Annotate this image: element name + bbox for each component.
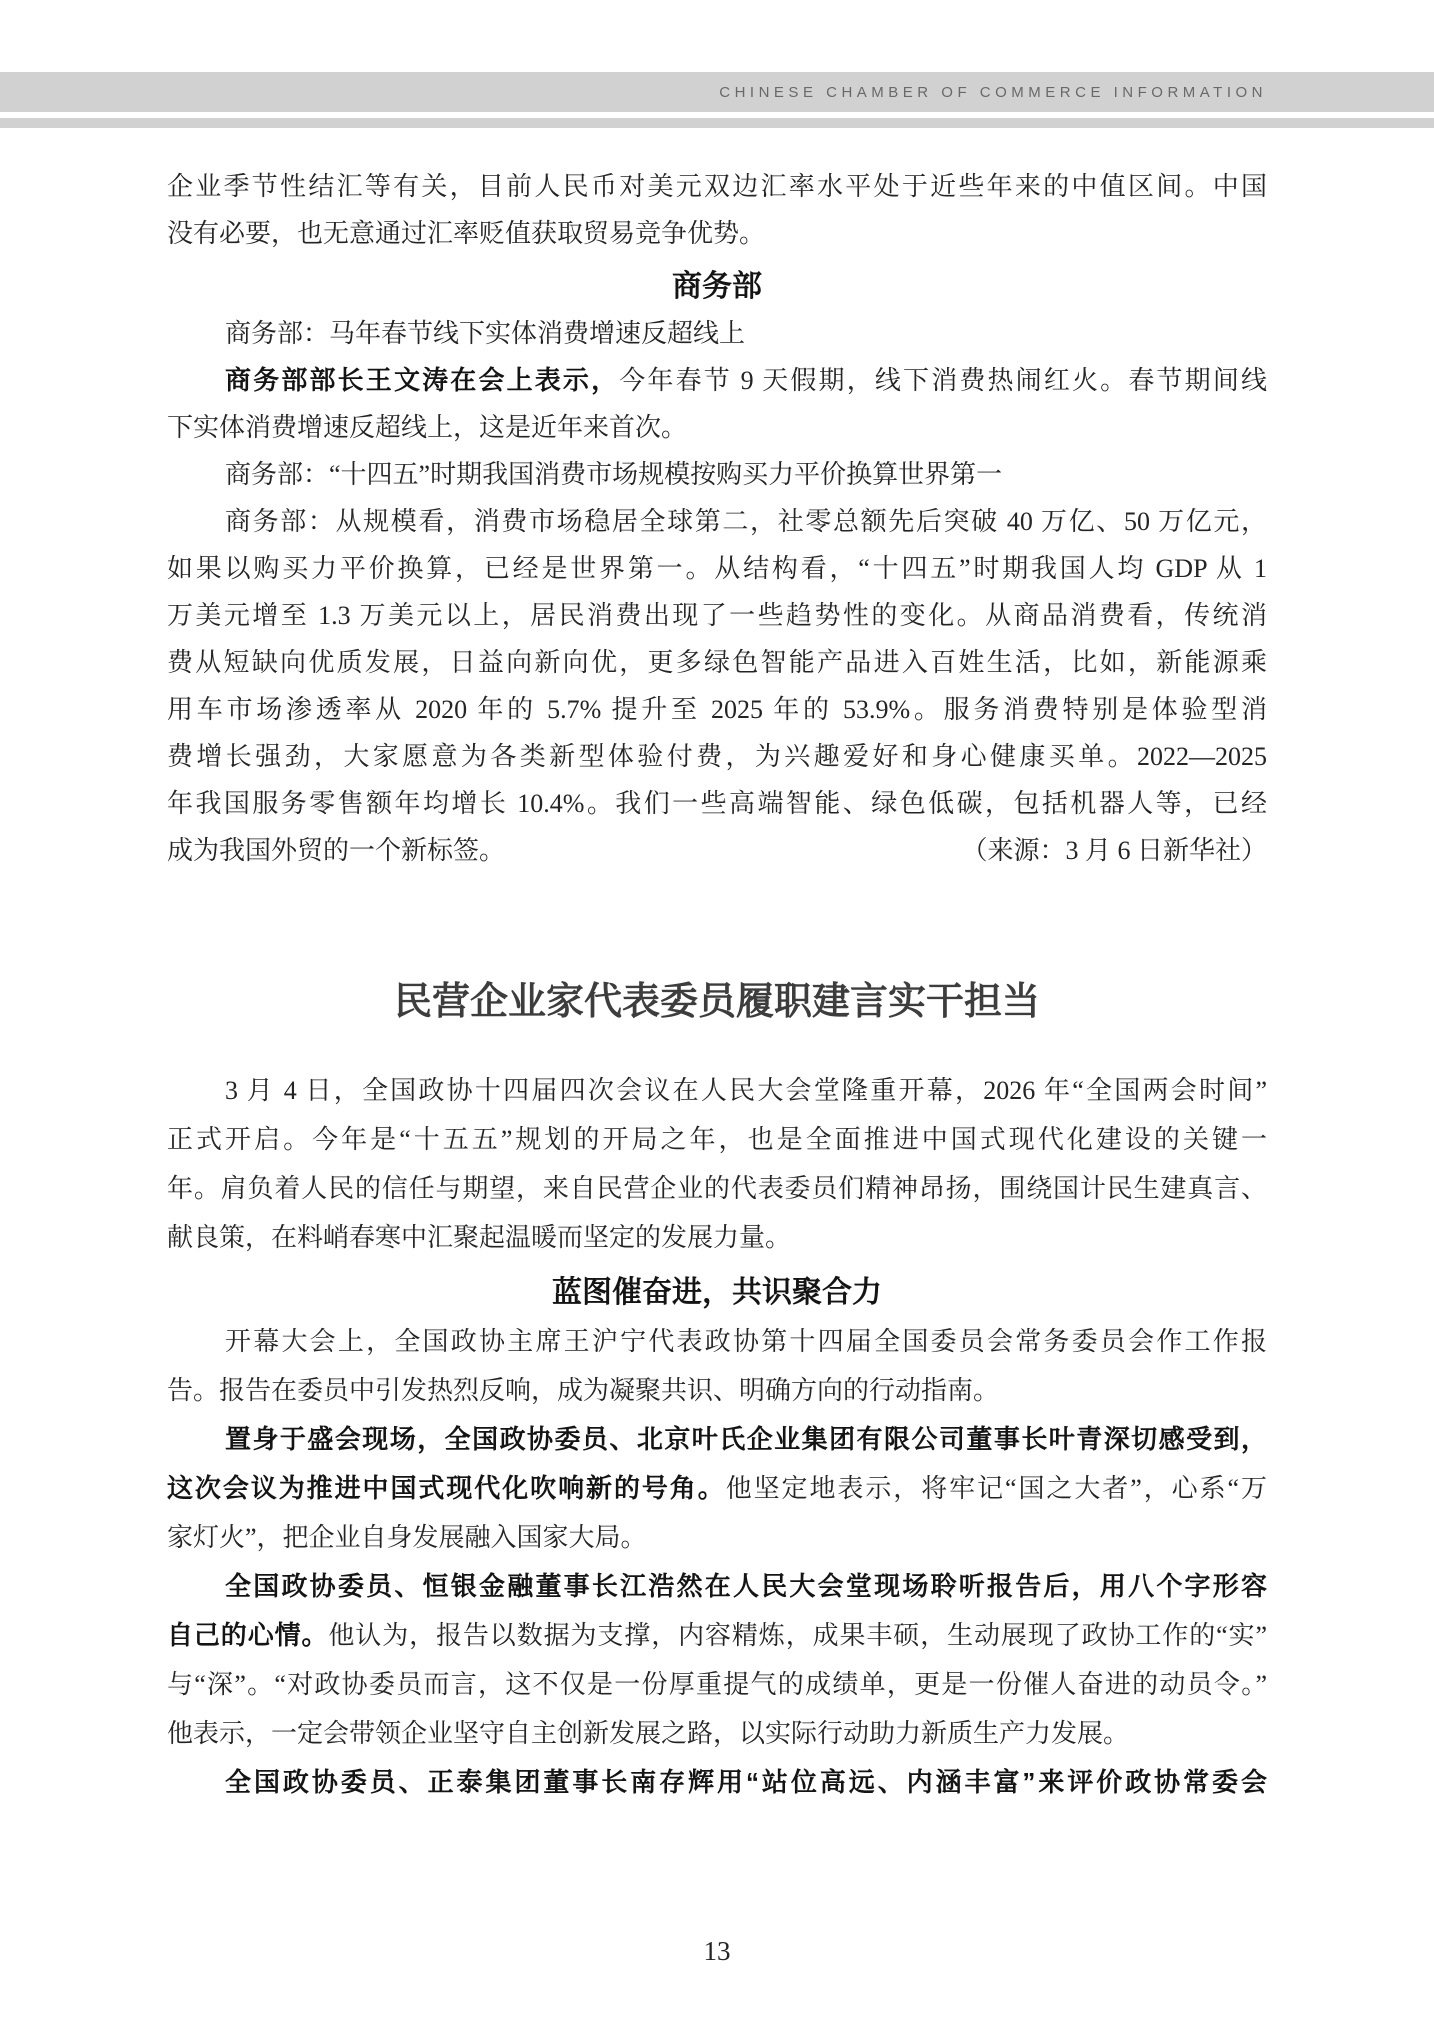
bold-text-segment: 商务部部长王文涛在会上表示， — [225, 365, 620, 395]
text-line — [167, 1066, 1267, 1115]
header-accent-band — [0, 118, 1434, 128]
text-segment: 他坚定地表示，将牢记“国之大者”，心系“万 — [725, 1474, 1267, 1503]
text-line — [167, 1513, 1267, 1562]
text-segment: 告。报告在委员中引发热烈反响，成为凝聚共识、明确方向的行动指南。 — [167, 1376, 1000, 1405]
text-line — [167, 780, 1267, 827]
text-line — [167, 1660, 1267, 1709]
text-segment: 今年春节 9 天假期，线下消费热闹红火。春节期间线 — [619, 366, 1267, 395]
bold-text-segment: 全国政协委员、正泰集团董事长南存辉用“站位高远、内涵丰富”来评价政协常委会 — [225, 1767, 1267, 1797]
text-segment: 献良策，在料峭春寒中汇聚起温暖而坚定的发展力量。 — [167, 1223, 792, 1252]
text-segment: 他表示，一定会带领企业坚守自主创新发展之路，以实际行动助力新质生产力发展。 — [167, 1719, 1130, 1748]
text-line — [167, 1709, 1267, 1758]
header-banner-text: CHINESE CHAMBER OF COMMERCE INFORMATION — [719, 84, 1267, 101]
page-content — [167, 163, 1267, 1807]
article-1 — [167, 163, 1267, 874]
text-segment: 如果以购买力平价换算，已经是世界第一。从结构看，“十四五”时期我国人均 GDP 从 1 — [167, 554, 1267, 583]
text-line — [167, 1415, 1267, 1464]
text-segment: 3 月 4 日，全国政协十四届四次会议在人民大会堂隆重开幕，2026 年“全国两会时间” — [225, 1076, 1267, 1105]
text-line — [167, 404, 1267, 451]
text-segment: 他认为，报告以数据为支撑，内容精炼，成果丰硕，生动展现了政协工作的“实” — [328, 1621, 1267, 1650]
section-heading — [167, 1268, 1267, 1317]
text-segment: 家灯火”，把企业自身发展融入国家大局。 — [167, 1523, 647, 1552]
text-segment: 没有必要，也无意通过汇率贬值获取贸易竞争优势。 — [167, 219, 766, 248]
bold-text-segment: 商务部 — [672, 270, 762, 303]
text-line — [167, 1164, 1267, 1213]
article-2-title: 民营企业家代表委员履职建言实干担当 — [393, 981, 1040, 1023]
page-number: 13 — [703, 1936, 731, 1966]
text-segment: 万美元增至 1.3 万美元以上，居民消费出现了一些趋势性的变化。从商品消费看，传统消 — [167, 601, 1267, 630]
text-segment: 成为我国外贸的一个新标签。 — [167, 836, 506, 865]
text-line — [167, 310, 1267, 357]
text-line — [167, 357, 1267, 404]
text-line — [167, 210, 1267, 257]
text-segment: 费从短缺向优质发展，日益向新向优，更多绿色智能产品进入百姓生活，比如，新能源乘 — [167, 648, 1267, 677]
bold-text-segment: 自己的心情。 — [167, 1620, 329, 1650]
text-line — [167, 592, 1267, 639]
text-line — [167, 1115, 1267, 1164]
text-line — [167, 1758, 1267, 1807]
text-line — [167, 686, 1267, 733]
bold-text-segment: 这次会议为推进中国式现代化吹响新的号角。 — [167, 1473, 726, 1503]
text-line — [167, 1464, 1267, 1513]
text-segment: 开幕大会上，全国政协主席王沪宁代表政协第十四届全国委员会常务委员会作工作报 — [225, 1327, 1267, 1356]
text-segment: 与“深”。“对政协委员而言，这不仅是一份厚重提气的成绩单，更是一份催人奋进的动员令。” — [167, 1670, 1267, 1699]
source-credit: （来源：3 月 6 日新华社） — [961, 836, 1267, 865]
text-segment: 商务部：“十四五”时期我国消费市场规模按购买力平价换算世界第一 — [225, 460, 1003, 489]
text-line — [167, 639, 1267, 686]
bold-text-segment: 蓝图催奋进，共识聚合力 — [552, 1276, 882, 1309]
text-line — [167, 498, 1267, 545]
article-2 — [167, 1066, 1267, 1807]
text-line — [167, 733, 1267, 780]
text-segment: 商务部：从规模看，消费市场稳居全球第二，社零总额先后突破 40 万亿、50 万亿元， — [225, 507, 1267, 536]
bold-text-segment: 全国政协委员、恒银金融董事长江浩然在人民大会堂现场聆听报告后，用八个字形容 — [225, 1571, 1267, 1601]
text-line — [167, 1611, 1267, 1660]
text-line — [167, 451, 1267, 498]
text-line — [167, 163, 1267, 210]
header-band — [0, 72, 1434, 112]
section-heading — [167, 263, 1267, 310]
text-segment: 企业季节性结汇等有关，目前人民币对美元双边汇率水平处于近些年来的中值区间。中国 — [167, 172, 1267, 201]
text-line — [167, 545, 1267, 592]
text-segment: 年我国服务零售额年均增长 10.4%。我们一些高端智能、绿色低碳，包括机器人等，已经 — [167, 789, 1267, 818]
text-segment: 年。肩负着人民的信任与期望，来自民营企业的代表委员们精神昂扬，围绕国计民生建真言、 — [167, 1174, 1267, 1203]
text-line — [167, 1317, 1267, 1366]
text-line — [167, 1366, 1267, 1415]
text-segment: 下实体消费增速反超线上，这是近年来首次。 — [167, 413, 688, 442]
text-line — [167, 1213, 1267, 1262]
text-line — [167, 1562, 1267, 1611]
text-segment: 用车市场渗透率从 2020 年的 5.7% 提升至 2025 年的 53.9%。服务消费特别是体验型消 — [167, 695, 1267, 724]
bold-text-segment: 置身于盛会现场，全国政协委员、北京叶氏企业集团有限公司董事长叶青深切感受到， — [225, 1424, 1267, 1454]
text-line — [167, 827, 1267, 874]
text-segment: 费增长强劲，大家愿意为各类新型体验付费，为兴趣爱好和身心健康买单。2022—2025 — [167, 742, 1267, 771]
text-segment: 商务部：马年春节线下实体消费增速反超线上 — [225, 319, 746, 348]
text-segment: 正式开启。今年是“十五五”规划的开局之年，也是全面推进中国式现代化建设的关键一 — [167, 1125, 1267, 1154]
